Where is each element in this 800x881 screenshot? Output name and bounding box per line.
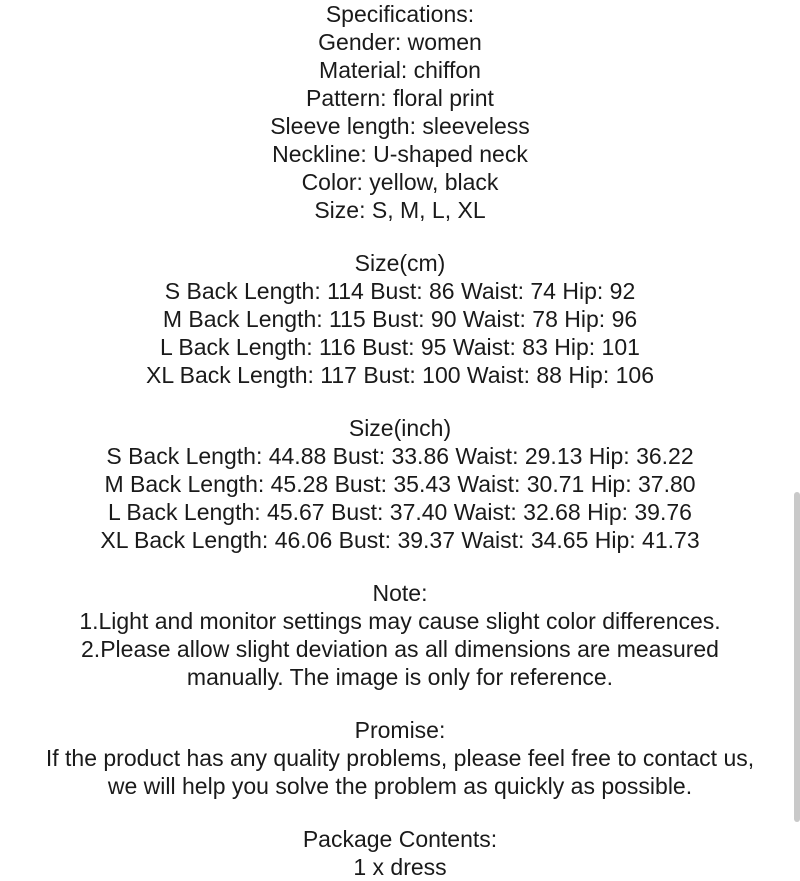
promise-section: [0, 716, 800, 800]
size-inch-row-l: L Back Length: 45.67 Bust: 37.40 Waist: 32.68 Hip: 39.76: [108, 499, 692, 525]
note-section: [0, 579, 800, 691]
size-cm-row-xl: XL Back Length: 117 Bust: 100 Waist: 88 Hip: 106: [145, 362, 654, 388]
spec-neckline: Neckline: U-shaped neck: [272, 141, 528, 167]
size-inch-section: [0, 414, 800, 554]
size-cm-row-s: S Back Length: 114 Bust: 86 Waist: 74 Hip: 92: [164, 278, 636, 304]
package-item: 1 x dress: [353, 854, 447, 880]
promise-line-1: If the product has any quality problems, please feel free to contact us,: [45, 745, 755, 771]
spec-color: Color: yellow, black: [301, 169, 499, 195]
note-line-3: manually. The image is only for reference.: [186, 664, 614, 690]
size-cm-heading: Size(cm): [354, 250, 446, 276]
section-spacer: [0, 800, 800, 825]
spec-pattern: Pattern: floral print: [306, 85, 494, 111]
promise-line-2: we will help you solve the problem as quickly as possible.: [107, 773, 693, 799]
section-spacer: [0, 691, 800, 716]
promise-heading: Promise:: [354, 717, 446, 743]
vertical-scrollbar[interactable]: [794, 492, 800, 822]
size-cm-row-l: L Back Length: 116 Bust: 95 Waist: 83 Hip: 101: [160, 334, 640, 360]
size-inch-row-m: M Back Length: 45.28 Bust: 35.43 Waist: 30.71 Hip: 37.80: [104, 471, 696, 497]
section-spacer: [0, 389, 800, 414]
size-inch-heading: Size(inch): [348, 415, 452, 441]
size-inch-row-xl: XL Back Length: 46.06 Bust: 39.37 Waist: 34.65 Hip: 41.73: [100, 527, 700, 553]
note-line-1: 1.Light and monitor settings may cause slight color differences.: [79, 608, 721, 634]
section-spacer: [0, 224, 800, 249]
package-heading: Package Contents:: [302, 826, 498, 852]
specifications-section: [0, 0, 800, 224]
package-section: [0, 825, 800, 881]
spec-sleeve-length: Sleeve length: sleeveless: [270, 113, 530, 139]
spec-size: Size: S, M, L, XL: [314, 197, 486, 223]
spec-gender: Gender: women: [318, 29, 482, 55]
note-heading: Note:: [372, 580, 428, 606]
specifications-heading: Specifications:: [325, 1, 475, 27]
note-line-2: 2.Please allow slight deviation as all dimensions are measured: [81, 636, 719, 662]
size-inch-row-s: S Back Length: 44.88 Bust: 33.86 Waist: 29.13 Hip: 36.22: [106, 443, 694, 469]
size-cm-row-m: M Back Length: 115 Bust: 90 Waist: 78 Hip: 96: [162, 306, 638, 332]
spec-material: Material: chiffon: [319, 57, 481, 83]
section-spacer: [0, 554, 800, 579]
size-cm-section: [0, 249, 800, 389]
